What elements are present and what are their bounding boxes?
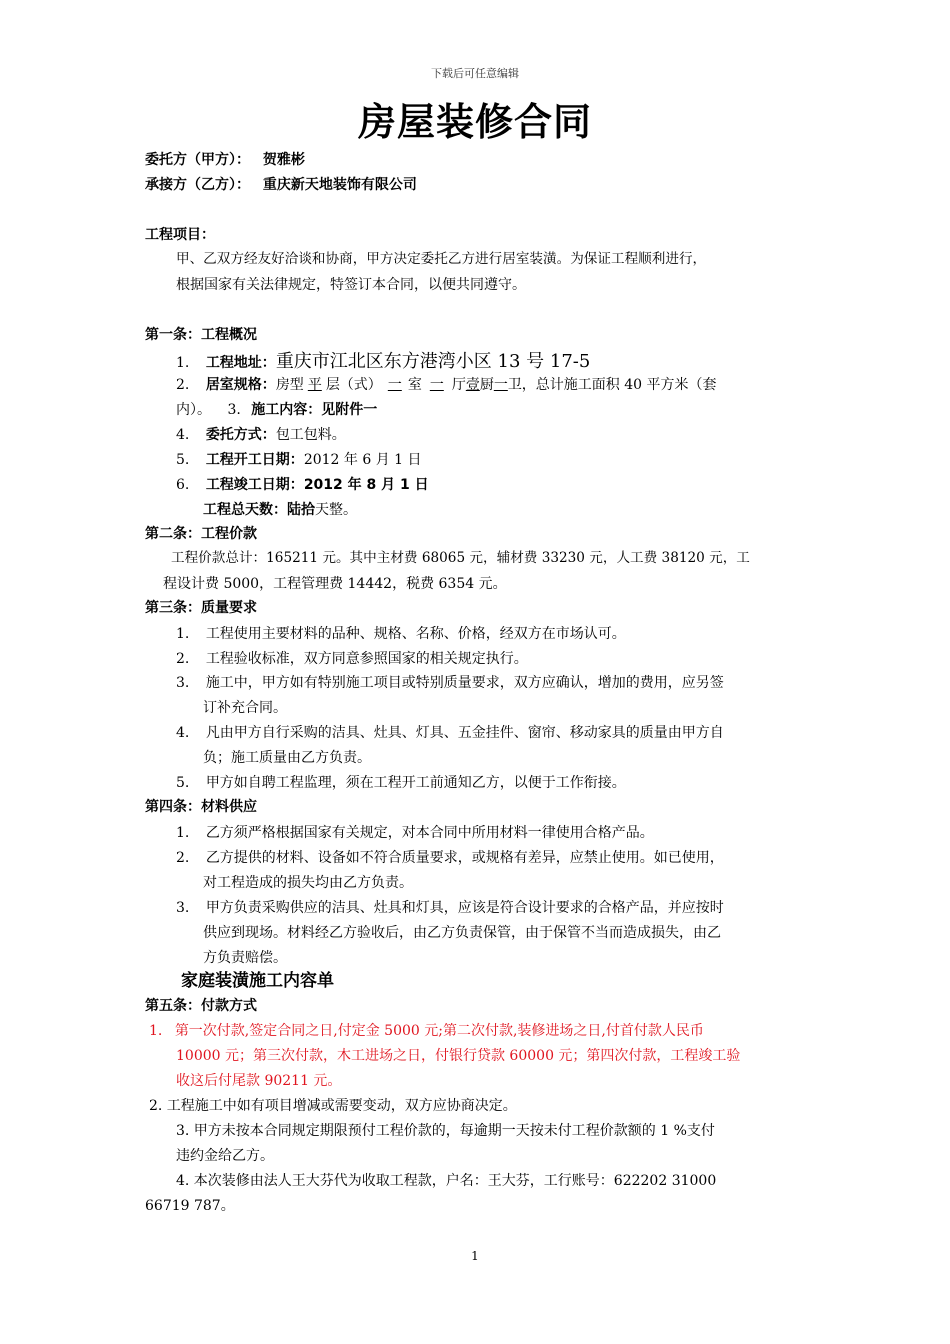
article-1-heading: 第一条：工程概况 [145,327,257,343]
room-floor-label: 层（式） [325,377,382,393]
art1-item-4-label: 委托方式： [205,427,276,443]
art3-item-5 [176,776,626,790]
art1-item-4-value: 包工包料。 [275,427,346,443]
art3-item-4 [176,726,724,740]
kitchen-count-value: 壹 [465,377,480,393]
room-type-label: 房型 [275,377,304,393]
project-line-2: 根据国家有关法律规定，特签订本合同，以便共同遵守。 [176,277,526,293]
art1-item-2-cont [176,403,377,417]
schedule-subheading: 家庭装潢施工内容单 [181,971,334,991]
art5-item-3-line-2: 违约金给乙方。 [176,1148,274,1164]
art1-item-3-value: 见附件一 [321,402,378,418]
art4-item-2-num: 2. [176,850,190,866]
art3-item-2-num: 2. [176,651,190,667]
hall-label: 厅 [451,377,466,393]
art5-item-2: 2. 工程施工中如有项目增减或需要变动，双方应协商决定。 [149,1098,517,1114]
party-b-label: 承接方（乙方）： [145,177,250,193]
total-days-unit: 天整。 [315,502,357,518]
art1-item-4-num: 4. [176,427,190,443]
bath-count-value: 一 [493,377,508,393]
art3-item-4-line-2: 负；施工质量由乙方负责。 [203,750,371,766]
art5-item-3: 3. 甲方未按本合同规定期限预付工程价款的，每逾期一天按未付工程价款额的 1 %支付 [176,1123,715,1139]
art4-item-2-line-2: 对工程造成的损失均由乙方负责。 [203,875,413,891]
art4-item-1-num: 1. [176,825,190,841]
party-a-label: 委托方（甲方）： [145,152,250,168]
project-heading: 工程项目： [145,227,215,243]
art5-item-4: 4. 本次装修由法人王大芬代为收取工程款，户名：王大芬，工行账号：622202 31000 [176,1173,717,1189]
art1-total-days [203,503,357,517]
article-3-heading: 第三条：质量要求 [145,600,257,616]
party-a-value: 贺雅彬 [262,152,305,168]
art1-item-1 [176,353,590,371]
art1-item-6-label: 工程竣工日期： [205,477,304,493]
article-4-heading: 第四条：材料供应 [145,799,257,815]
art1-item-1-num: 1. [176,355,190,371]
party-b [145,178,417,192]
art4-item-2-text: 乙方提供的材料、设备如不符合质量要求，或规格有差异，应禁止使用。如已使用， [205,850,724,866]
art1-item-6-num: 6. [176,477,190,493]
art1-item-2 [176,378,717,392]
art1-item-2-label: 居室规格： [205,377,276,393]
art5-item-4-line-2: 66719 787。 [145,1198,235,1214]
art1-item-2-line-2: 内）。 [176,402,211,418]
art3-item-2-text: 工程验收标准，双方同意参照国家的相关规定执行。 [205,651,528,667]
art3-item-4-text: 凡由甲方自行采购的洁具、灶具、灯具、五金挂件、窗帘、移动家具的质量由甲方自 [205,725,724,741]
art4-item-3-line-2: 供应到现场。材料经乙方验收后，由乙方负责保管，由于保管不当而造成损失，由乙 [203,925,721,941]
art3-item-1-text: 工程使用主要材料的品种、规格、名称、价格，经双方在市场认可。 [205,626,626,642]
art5-payment-1-num: 1. [149,1023,163,1039]
art1-item-5-label: 工程开工日期： [205,452,304,468]
art4-item-3-text: 甲方负责采购供应的洁具、灶具和灯具，应该是符合设计要求的合格产品，并应按时 [205,900,724,916]
art1-item-1-label: 工程地址： [205,355,276,371]
art4-item-2 [176,851,724,865]
article-2-heading: 第二条：工程价款 [145,526,257,542]
total-days-value: 陆拾 [287,502,315,518]
art1-item-2-num: 2. [176,377,190,393]
room-count-value: 一 [387,377,402,393]
art5-payment-1-text: 第一次付款,签定合同之日,付定金 5000 元;第二次付款,装修进场之日,付首付款人民币 [174,1023,704,1039]
party-a [145,153,305,167]
art1-item-6-value: 2012 年 8 月 1 日 [303,477,429,493]
art2-line-2: 程设计费 5000，工程管理费 14442，税费 6354 元。 [163,576,507,592]
art3-item-1-num: 1. [176,626,190,642]
art4-item-1-text: 乙方须严格根据国家有关规定，对本合同中所用材料一律使用合格产品。 [205,825,654,841]
art1-item-5-num: 5. [176,452,190,468]
art5-payment-1-line-3: 收这后付尾款 90211 元。 [176,1073,342,1089]
art3-item-5-text: 甲方如自聘工程监理，须在工程开工前通知乙方，以便于工作衔接。 [205,775,626,791]
room-type-value: 平 [307,377,322,393]
art4-item-3 [176,901,724,915]
art3-item-4-num: 4. [176,725,190,741]
art3-item-3-text: 施工中，甲方如有特别施工项目或特别质量要求，双方应确认，增加的费用，应另签 [205,675,724,691]
art3-item-5-num: 5. [176,775,190,791]
art1-item-5 [176,453,422,467]
art1-item-3-label: 施工内容： [251,402,322,418]
art3-item-2 [176,652,528,666]
art3-item-1 [176,627,626,641]
page-number: 1 [471,1249,479,1263]
art3-item-3-line-2: 订补充合同。 [203,700,287,716]
hall-count-value: 一 [429,377,444,393]
kitchen-label: 厨 [479,377,494,393]
art1-item-3-num: 3. [227,402,241,418]
art1-item-6 [176,478,429,492]
area-text: 卫，总计施工面积 40 平方米（套 [507,377,717,393]
article-5-heading: 第五条：付款方式 [145,998,257,1014]
room-label: 室 [407,377,422,393]
project-line-1: 甲、乙双方经友好洽谈和协商，甲方决定委托乙方进行居室装潢。为保证工程顺利进行， [176,251,707,267]
art2-line-1: 工程价款总计：165211 元。其中主材费 68065 元，辅材费 33230 元，人工费 38120 元，工 [171,550,750,566]
party-b-value: 重庆新天地装饰有限公司 [262,177,417,193]
header-note: 下载后可任意编辑 [431,67,519,80]
art4-item-3-num: 3. [176,900,190,916]
total-days-label: 工程总天数： [203,502,287,518]
art1-item-1-value: 重庆市江北区东方港湾小区 13 号 17-5 [275,351,591,372]
art1-item-5-value: 2012 年 6 月 1 日 [303,452,422,468]
art3-item-3-num: 3. [176,675,190,691]
art4-item-1 [176,826,654,840]
art3-item-3 [176,676,724,690]
art5-payment-1 [149,1024,704,1038]
art1-item-4 [176,428,346,442]
art4-item-3-line-3: 方负责赔偿。 [203,950,287,966]
page-title: 房屋装修合同 [357,100,592,144]
art5-payment-1-line-2: 10000 元；第三次付款，木工进场之日，付银行贷款 60000 元；第四次付款，工程竣工验 [176,1048,741,1064]
